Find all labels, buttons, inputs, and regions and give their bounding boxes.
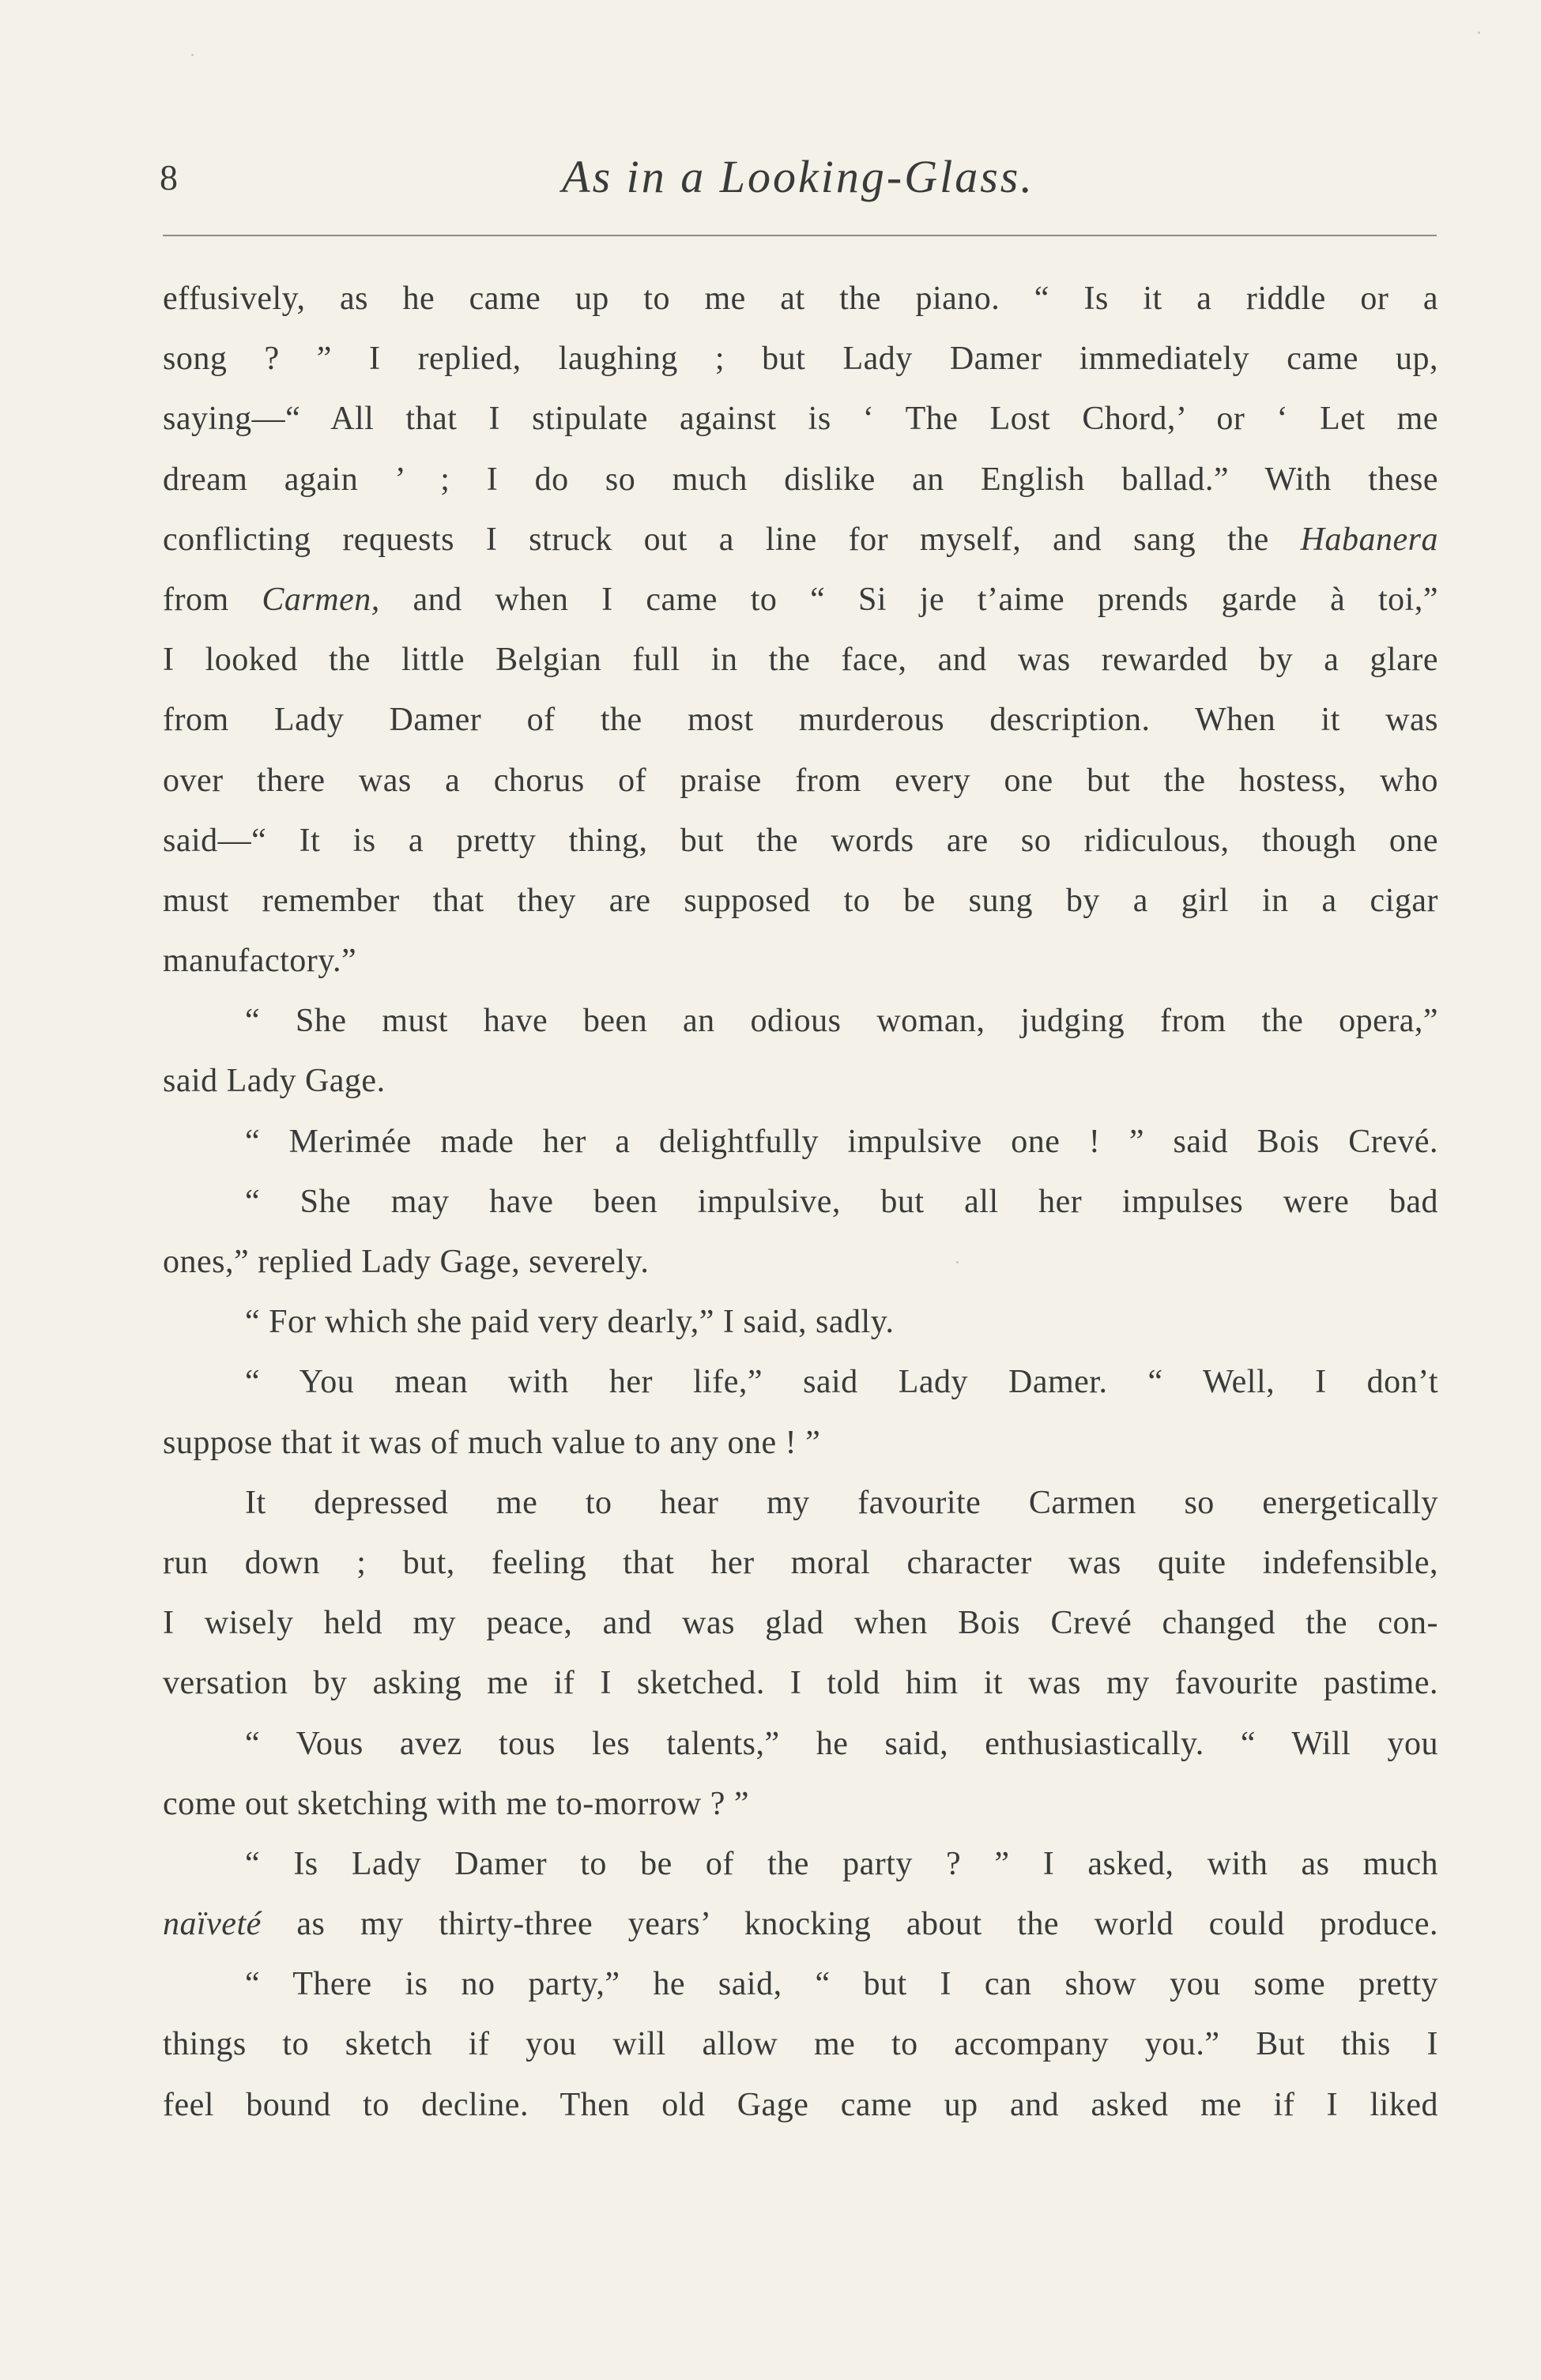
paper-speck xyxy=(191,54,194,56)
text-run: feel bound to decline. Then old Gage came up and asked me if I liked xyxy=(163,2086,1438,2123)
text-line xyxy=(163,1413,1438,1473)
text-line xyxy=(163,1533,1438,1593)
text-line xyxy=(163,1172,1438,1232)
text-run: dream again ’ ; I do so much dislike an English ballad.” With these xyxy=(163,461,1438,498)
text-run: I looked the little Belgian full in the face, and was rewarded by a glare xyxy=(163,642,1438,679)
text-run: conflicting requests I struck out a line for myself, and sang the xyxy=(163,521,1301,558)
text-run: song ? ” I replied, laughing ; but Lady Damer immediately came up, xyxy=(163,341,1438,378)
text-run: over there was a chorus of praise from every one but the hostess, who xyxy=(163,762,1438,799)
text-run: “ Vous avez tous les talents,” he said, enthusiastically. “ Will you xyxy=(245,1725,1438,1762)
text-line xyxy=(163,389,1438,449)
text-line xyxy=(163,751,1438,811)
text-line xyxy=(163,630,1438,690)
text-run: “ She may have been impulsive, but all her impulses were bad xyxy=(245,1183,1438,1220)
text-line xyxy=(163,2014,1438,2074)
text-run: from Lady Damer of the most murderous description. When it was xyxy=(163,702,1438,739)
text-line xyxy=(163,2075,1438,2135)
text-line xyxy=(163,1473,1438,1533)
text-line xyxy=(163,510,1438,570)
text-line xyxy=(163,450,1438,510)
text-run: effusively, as he came up to me at the piano. “ Is it a riddle or a xyxy=(163,281,1438,317)
text-run: must remember that they are supposed to be sung by a girl in a cigar xyxy=(163,882,1438,919)
text-run: and when I came to “ Si je t’aime prends garde à toi,” xyxy=(379,581,1438,618)
text-run: run down ; but, feeling that her moral character was quite indefensible, xyxy=(163,1544,1438,1581)
italic-text-run: naïveté xyxy=(163,1906,262,1943)
text-line xyxy=(163,811,1438,871)
text-line xyxy=(163,1593,1438,1653)
text-line xyxy=(163,1112,1438,1172)
text-line xyxy=(163,570,1438,630)
text-run: saying—“ All that I stipulate against is ‘ The Lost Chord,’ or ‘ Let me xyxy=(163,401,1438,438)
text-line xyxy=(163,1653,1438,1713)
text-line xyxy=(163,1954,1438,2014)
text-line xyxy=(163,1232,1438,1292)
text-run: ones,” replied Lady Gage, severely. xyxy=(163,1244,650,1280)
text-line xyxy=(163,329,1438,389)
text-line xyxy=(163,269,1438,329)
text-line xyxy=(163,1292,1438,1352)
text-run: versation by asking me if I sketched. I told him it was my favourite pastime. xyxy=(163,1665,1438,1702)
page-number: 8 xyxy=(160,157,179,198)
text-line xyxy=(163,1352,1438,1412)
text-line xyxy=(163,931,1438,991)
text-line xyxy=(163,991,1438,1051)
text-run: “ You mean with her life,” said Lady Damer. “ Well, I don’t xyxy=(245,1364,1438,1401)
text-run: things to sketch if you will allow me to accompany you.” But this I xyxy=(163,2026,1438,2063)
header-rule xyxy=(163,235,1437,236)
text-line xyxy=(163,1834,1438,1894)
text-run: “ Is Lady Damer to be of the party ? ” I asked, with as much xyxy=(245,1845,1438,1882)
italic-text-run: Habanera xyxy=(1300,521,1438,558)
text-run: “ For which she paid very dearly,” I said, sadly. xyxy=(245,1304,895,1341)
text-line xyxy=(163,1774,1438,1834)
text-run: come out sketching with me to-morrow ? ” xyxy=(163,1785,749,1822)
text-run: said Lady Gage. xyxy=(163,1063,386,1100)
body-text xyxy=(163,269,1438,2135)
text-run: It depressed me to hear my favourite Carmen so energetically xyxy=(245,1484,1438,1521)
paper-speck xyxy=(956,1261,959,1263)
text-line xyxy=(163,1894,1438,1954)
text-line xyxy=(163,690,1438,750)
paper-speck xyxy=(1478,32,1480,34)
text-run: “ Merimée made her a delightfully impulsive one ! ” said Bois Crevé. xyxy=(245,1123,1438,1160)
running-title: As in a Looking-Glass. xyxy=(562,151,1034,202)
text-run: I wisely held my peace, and was glad when Bois Crevé changed the con- xyxy=(163,1605,1438,1642)
text-run: “ She must have been an odious woman, judging from the opera,” xyxy=(245,1003,1438,1040)
page-header xyxy=(158,150,1438,213)
text-run: manufactory.” xyxy=(163,943,357,980)
text-run: suppose that it was of much value to any one ! ” xyxy=(163,1424,821,1461)
text-line xyxy=(163,871,1438,931)
text-run: from xyxy=(163,581,262,618)
text-run: as my thirty-three years’ knocking about the world could produce. xyxy=(261,1906,1438,1943)
text-run: “ There is no party,” he said, “ but I can show you some pretty xyxy=(245,1966,1438,2003)
text-line xyxy=(163,1714,1438,1774)
text-line xyxy=(163,1051,1438,1111)
italic-text-run: Carmen, xyxy=(262,581,380,618)
text-run: said—“ It is a pretty thing, but the words are so ridiculous, though one xyxy=(163,822,1438,859)
